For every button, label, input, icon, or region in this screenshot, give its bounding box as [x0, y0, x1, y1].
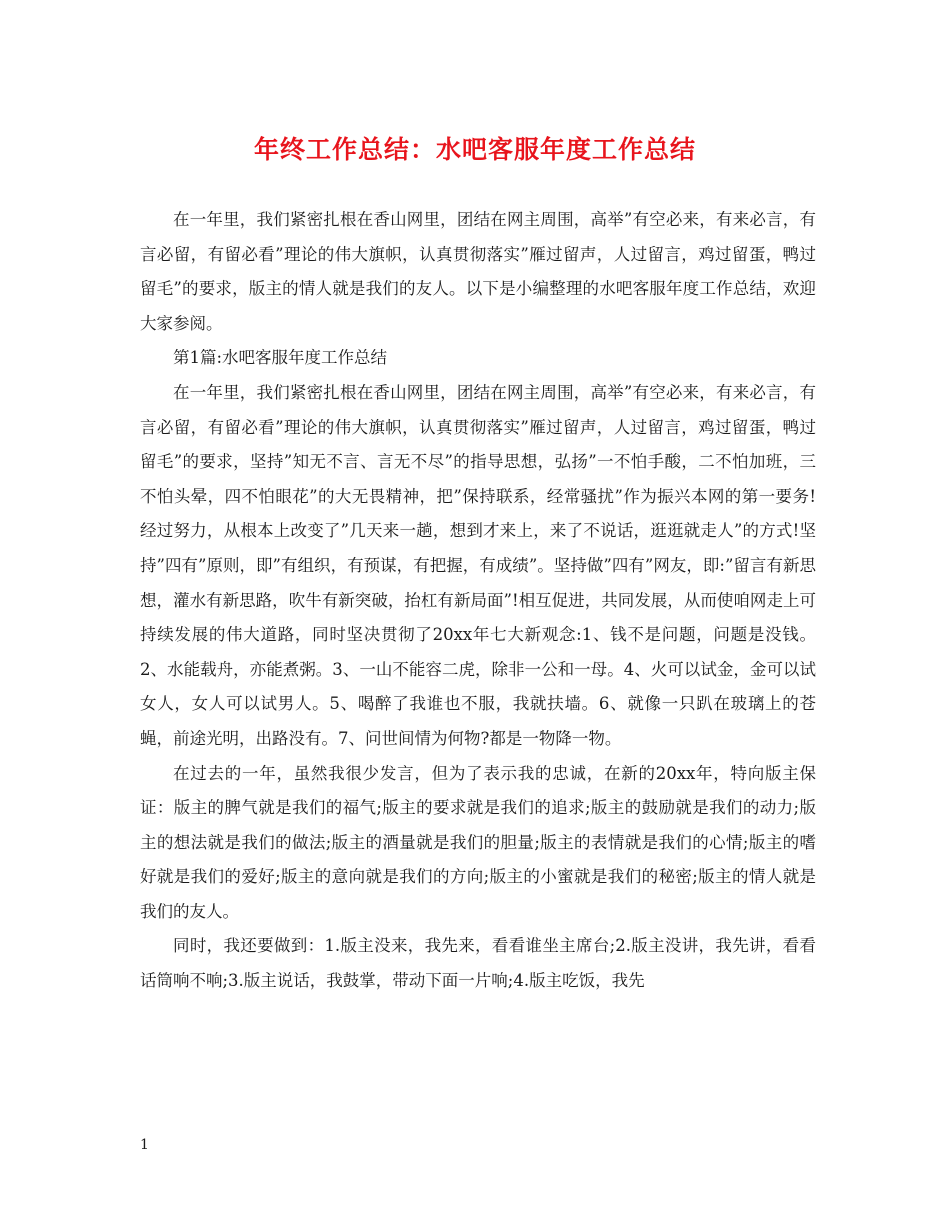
body-paragraph: 在一年里，我们紧密扎根在香山网里，团结在网主周围，高举”有空必来，有来必言，有言必留，有留必看”理论的伟大旗帜，认真贯彻落实”雁过留声，人过留言，鸡过留蛋，鸭过留毛”的要求，坚持”知无不言、言无不尽”的指导思想，弘扬”一不怕手酸，二不怕加班，三不怕头晕，四不怕眼花”的大无畏精神，把”保持联系，经常骚扰”作为振兴本网的第一要务! 经过努力，从根本上改变了”几天来一趟，想到才来上，来了不说话，逛逛就走人”的方式!坚持”四有”原则，即”有组织，有预谋，有把握，有成绩”。坚持做”四有”网友，即:”留言有新思想，灌水有新思路，吹牛有新突破，抬杠有新局面”!相互促进，共同发展，从而使咱网走上可持续发展的伟大道路，同时坚决贯彻了20xx年七大新观念:1、钱不是问题，问题是没钱。2、水能载舟，亦能煮粥。3、一山不能容二虎，除非一公和一母。4、火可以试金，金可以试女人，女人可以试男人。5、喝醉了我谁也不服，我就扶墙。6、就像一只趴在玻璃上的苍蝇，前途光明，出路没有。7、问世间情为何物?都是一物降一物。 [140, 382, 816, 748]
intro-paragraph: 在一年里，我们紧密扎根在香山网里，团结在网主周围，高举”有空必来，有来必言，有言必留，有留必看”理论的伟大旗帜，认真贯彻落实”雁过留声，人过留言，鸡过留蛋，鸭过留毛”的要求，版主的情人就是我们的友人。以下是小编整理的水吧客服年度工作总结，欢迎大家参阅。 [140, 210, 816, 333]
body-paragraph: 在过去的一年，虽然我很少发言，但为了表示我的忠诚，在新的20xx年，特向版主保证：版主的脾气就是我们的福气;版主的要求就是我们的追求;版主的鼓励就是我们的动力;版主的想法就是我们的做法;版主的酒量就是我们的胆量;版主的表情就是我们的心情;版主的嗜好就是我们的爱好;版主的意向就是我们的方向;版主的小蜜就是我们的秘密;版主的情人就是我们的友人。 [140, 763, 816, 921]
document-body [140, 203, 816, 999]
document-title: 年终工作总结：水吧客服年度工作总结 [253, 135, 696, 164]
page-number: 1 [140, 1137, 149, 1153]
body-paragraph: 同时，我还要做到：1.版主没来，我先来，看看谁坐主席台;2.版主没讲，我先讲，看看话筒响不响;3.版主说话，我鼓掌，带动下面一片响;4.版主吃饭，我先 [140, 936, 816, 991]
section-heading: 第1篇:水吧客服年度工作总结 [173, 348, 388, 368]
